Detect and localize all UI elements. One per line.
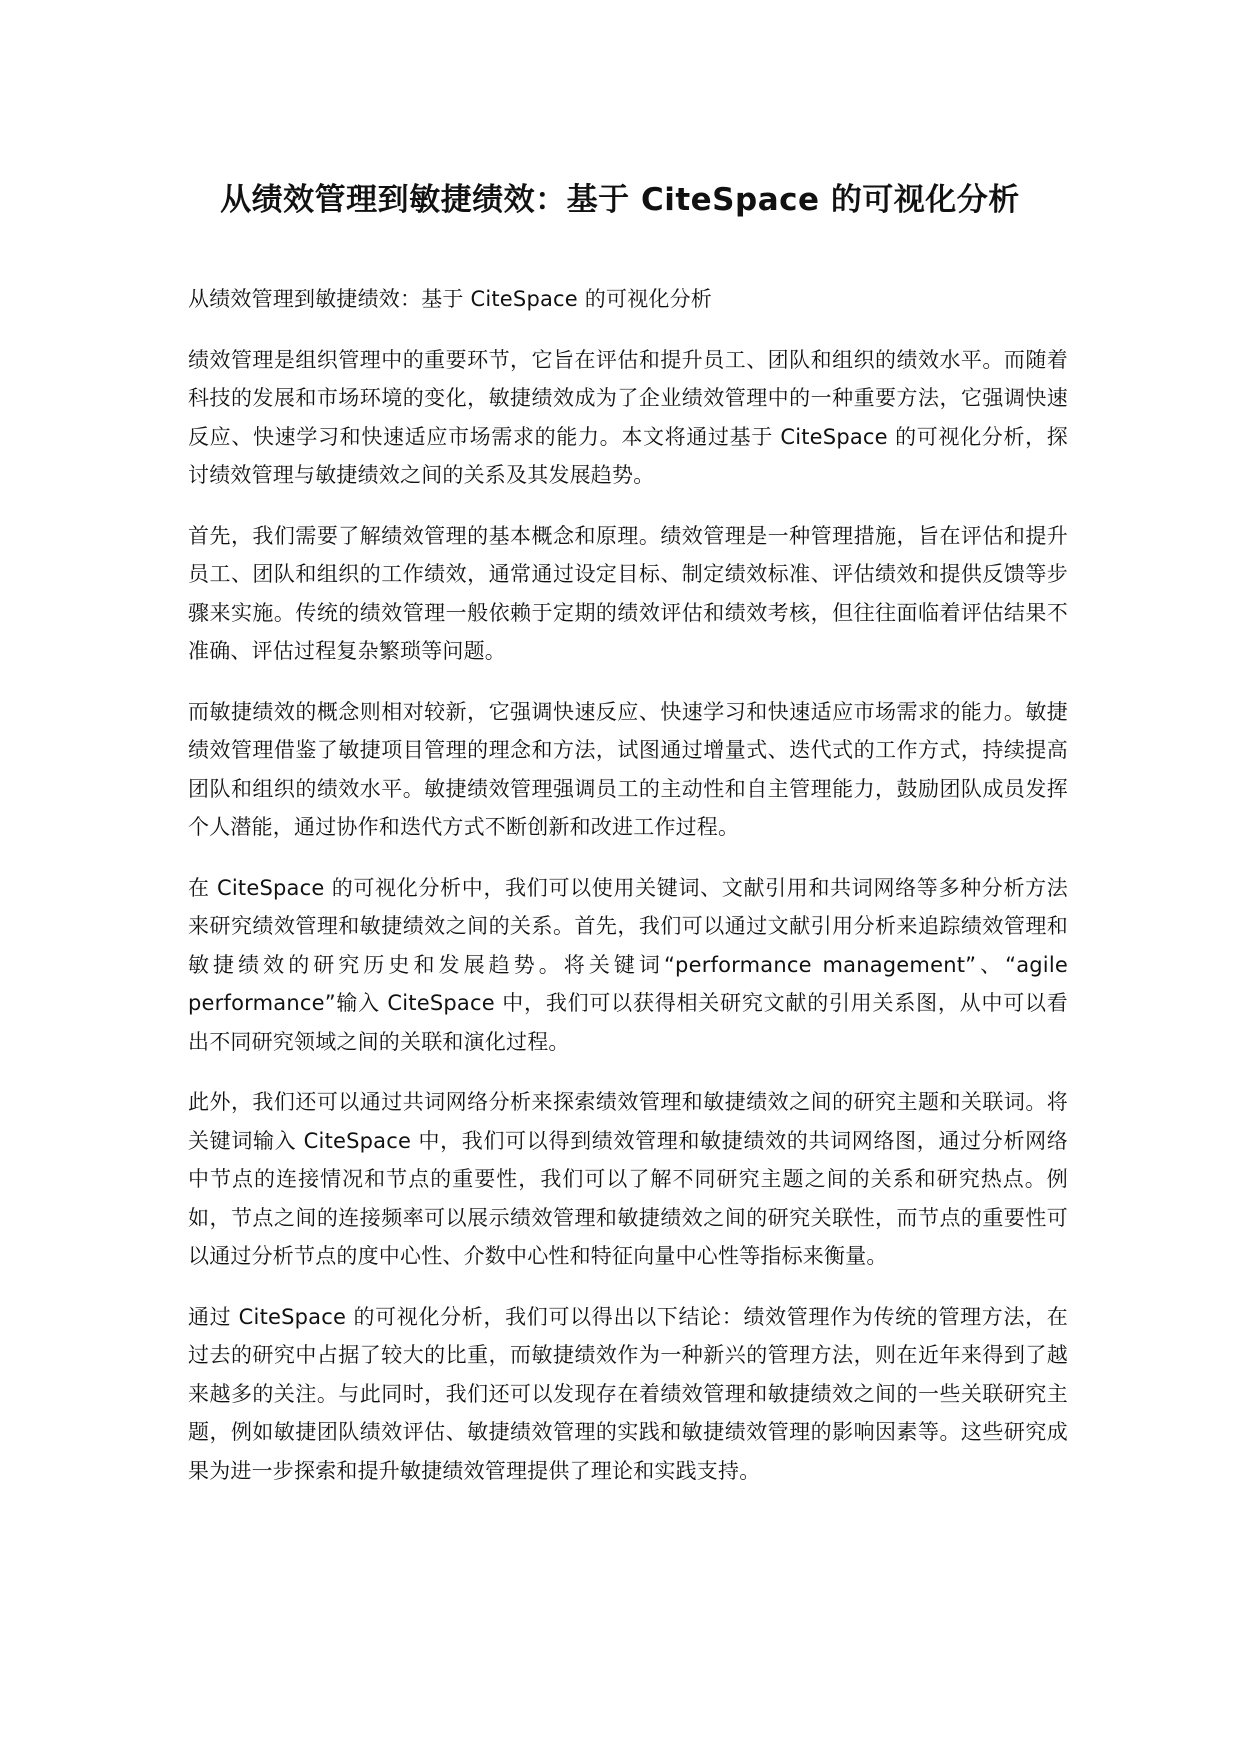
paragraph: 在 CiteSpace 的可视化分析中，我们可以使用关键词、文献引用和共词网络等多种分析方法来研究绩效管理和敏捷绩效之间的关系。首先，我们可以通过文献引用分析来追踪绩效管理和敏捷绩效的研究历史和发展趋势。将关键词“performance management”、“agile performance”输入 CiteSpace 中，我们可以获得相关研究文献的引用关系图，从中可以看出不同研究领域之间的关联和演化过程。 — [188, 875, 1068, 1054]
paragraph: 通过 CiteSpace 的可视化分析，我们可以得出以下结论：绩效管理作为传统的管理方法，在过去的研究中占据了较大的比重，而敏捷绩效作为一种新兴的管理方法，则在近年来得到了越来越多的关注。与此同时，我们还可以发现存在着绩效管理和敏捷绩效之间的一些关联研究主题，例如敏捷团队绩效评估、敏捷绩效管理的实践和敏捷绩效管理的影响因素等。这些研究成果为进一步探索和提升敏捷绩效管理提供了理论和实践支持。 — [188, 1304, 1068, 1483]
document-title: 从绩效管理到敏捷绩效：基于 CiteSpace 的可视化分析 — [220, 182, 1020, 218]
paragraph: 此外，我们还可以通过共词网络分析来探索绩效管理和敏捷绩效之间的研究主题和关联词。将关键词输入 CiteSpace 中，我们可以得到绩效管理和敏捷绩效的共词网络图，通过分析网络中节点的连接情况和节点的重要性，我们可以了解不同研究主题之间的关系和研究热点。例如，节点之间的连接频率可以展示绩效管理和敏捷绩效之间的研究关联性，而节点的重要性可以通过分析节点的度中心性、介数中心性和特征向量中心性等指标来衡量。 — [188, 1090, 1068, 1268]
document-subtitle: 从绩效管理到敏捷绩效：基于 CiteSpace 的可视化分析 — [188, 287, 712, 311]
paragraph: 而敏捷绩效的概念则相对较新，它强调快速反应、快速学习和快速适应市场需求的能力。敏捷绩效管理借鉴了敏捷项目管理的理念和方法，试图通过增量式、迭代式的工作方式，持续提高团队和组织的绩效水平。敏捷绩效管理强调员工的主动性和自主管理能力，鼓励团队成员发挥个人潜能，通过协作和迭代方式不断创新和改进工作过程。 — [188, 699, 1068, 839]
paragraph: 绩效管理是组织管理中的重要环节，它旨在评估和提升员工、团队和组织的绩效水平。而随着科技的发展和市场环境的变化，敏捷绩效成为了企业绩效管理中的一种重要方法，它强调快速反应、快速学习和快速适应市场需求的能力。本文将通过基于 CiteSpace 的可视化分析，探讨绩效管理与敏捷绩效之间的关系及其发展趋势。 — [188, 347, 1068, 487]
document-body — [188, 280, 1068, 1512]
paragraph: 首先，我们需要了解绩效管理的基本概念和原理。绩效管理是一种管理措施，旨在评估和提升员工、团队和组织的工作绩效，通常通过设定目标、制定绩效标准、评估绩效和提供反馈等步骤来实施。传统的绩效管理一般依赖于定期的绩效评估和绩效考核，但往往面临着评估结果不准确、评估过程复杂繁琐等问题。 — [188, 523, 1068, 663]
